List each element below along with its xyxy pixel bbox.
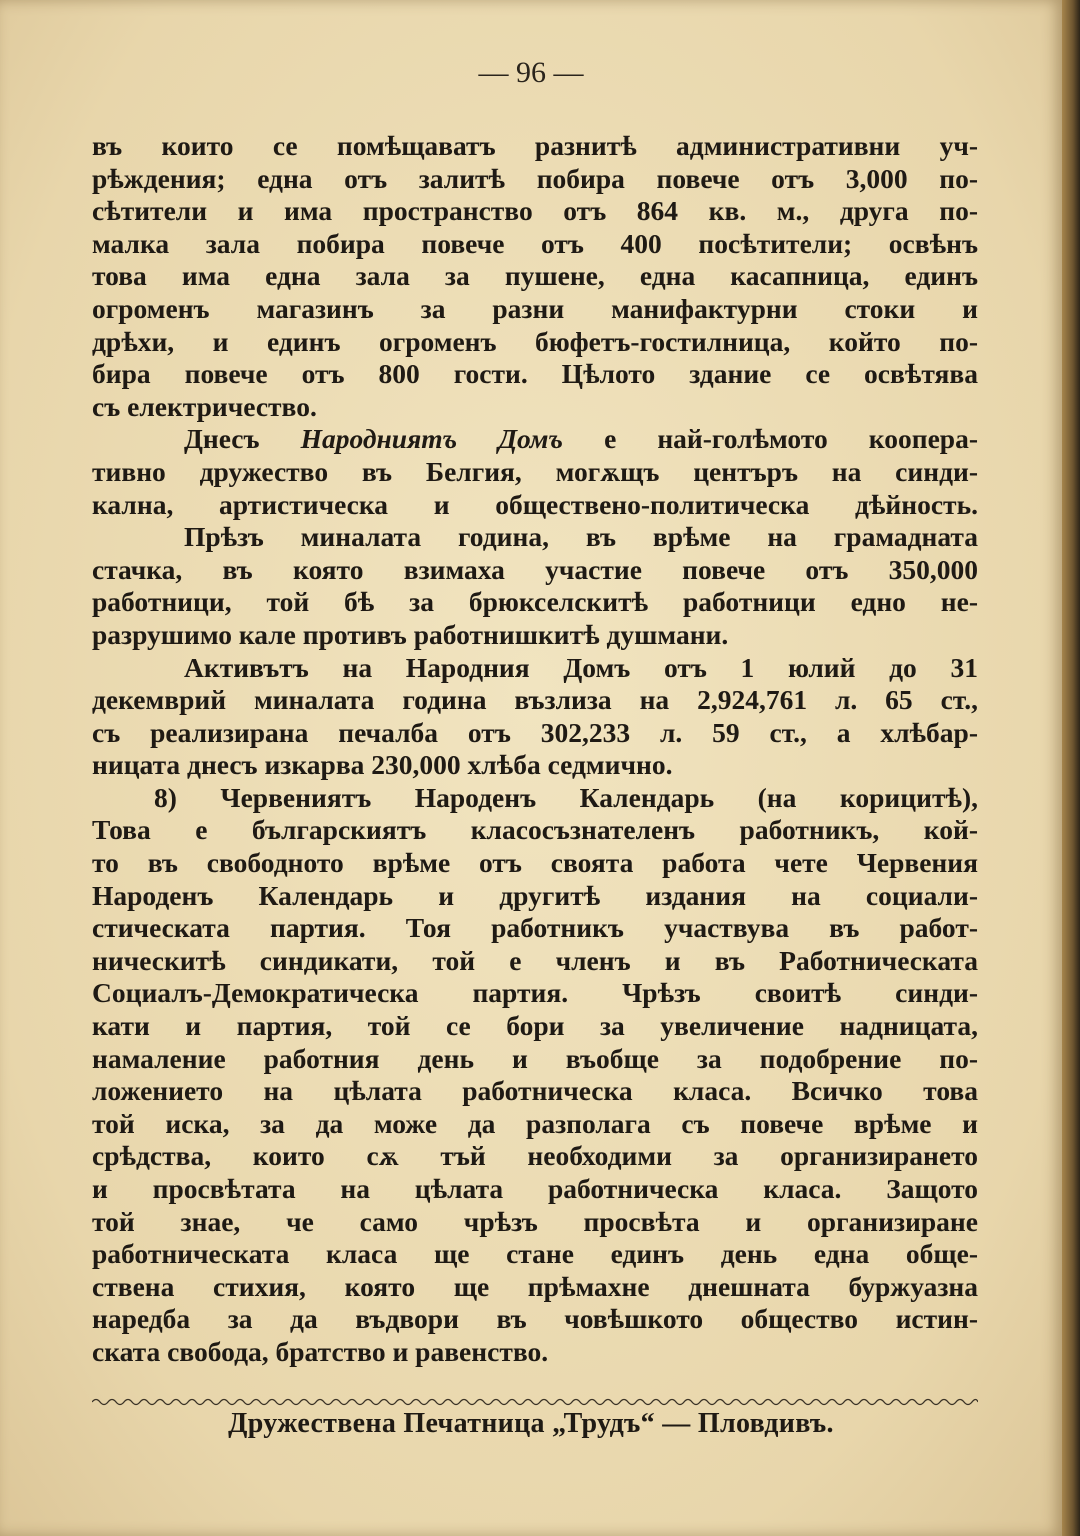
text-line: Активътъ на Народния Домъ отъ 1 юлий до 31	[184, 651, 978, 683]
text-line: той иска, за да може да разполага съ повече врѣме и	[92, 1107, 978, 1139]
text-line: бира повече отъ 800 гости. Цѣлото здание се освѣтява	[92, 358, 978, 390]
text-line: въ които се помѣщаватъ разнитѣ административни уч-	[92, 130, 978, 161]
text-line: ническитѣ синдикати, той е членъ и въ Работническата	[92, 944, 978, 976]
text-line: разрушимо кале противъ работнишкитѣ душмани.	[92, 618, 729, 650]
text-line	[92, 423, 978, 456]
text-line: дрѣхи, и единъ огроменъ бюфетъ-гостилница, който по-	[92, 325, 978, 357]
text-line: ската свобода, братство и равенство.	[92, 1335, 549, 1367]
text-line: Това е българскиятъ класосъзнателенъ работникъ, кой-	[92, 814, 978, 846]
text-line: наредба за да въдвори въ човѣшкото общество истин-	[92, 1303, 978, 1335]
text-line: той знае, че само чрѣзъ просвѣта и организиране	[92, 1205, 978, 1237]
text-line: Социалъ-Демократическа партия. Чрѣзъ своитѣ синди-	[92, 977, 978, 1009]
wavy-divider	[92, 1396, 978, 1408]
text-line: Народенъ Календарь и другитѣ издания на социали-	[92, 879, 978, 911]
text-line: 8) Червениятъ Народенъ Календарь (на корицитѣ),	[154, 781, 978, 813]
text-line: стачка, въ която взимаха участие повече отъ 350,000	[92, 553, 978, 585]
text-line: сѣтители и има пространство отъ 864 кв. м., друга по-	[92, 195, 978, 227]
text-line: стическата партия. Тоя работникъ участвува въ работ-	[92, 912, 978, 944]
text-line: малка зала побира повече отъ 400 посѣтители; освѣнъ	[92, 227, 978, 259]
text-line: срѣдства, които сѫ тъй необходими за организирането	[92, 1140, 978, 1172]
text-line: рѣждения; една отъ залитѣ побира повече отъ 3,000 по-	[92, 162, 978, 194]
text-line: съ реализирана печалба отъ 302,233 л. 59 ст., а хлѣбар-	[92, 716, 978, 748]
page-number: — 96 —	[478, 56, 584, 89]
text-line: работническата класа ще стане единъ день една обще-	[92, 1238, 978, 1270]
text-line: ницата днесъ изкарва 230,000 хлѣба седмично.	[92, 749, 673, 781]
text-line: тивно дружество въ Белгия, могѫщъ центъръ на синди-	[92, 455, 978, 487]
text-line: то въ свободното врѣме отъ своята работа чете Червения	[92, 847, 978, 879]
text-line: и просвѣтата на цѣлата работническа класа. Защото	[92, 1173, 978, 1204]
text-line: Прѣзъ миналата година, въ врѣме на грамадната	[184, 521, 978, 553]
text-line: декемврий миналата година възлиза на 2,924,761 л. 65 ст.,	[92, 684, 978, 716]
text-line: кална, артистическа и обществено-политическа дѣйность.	[92, 488, 978, 520]
printer-imprint: Дружествена Печатница „Трудъ“ — Пловдивъ.	[228, 1408, 834, 1439]
text-fragment: е най-голѣмото коопера-	[563, 423, 979, 455]
text-line: намаление работния день и въобще за подобрение по-	[92, 1042, 978, 1074]
italic-title: Народниятъ Домъ	[300, 423, 564, 455]
text-fragment: Днесъ	[184, 423, 301, 455]
text-line: кати и партия, той се бори за увеличение надницата,	[92, 1010, 978, 1042]
text-line: ложението на цѣлата работническа класа. Всичко това	[92, 1075, 978, 1107]
page-edge-shadow	[1062, 0, 1080, 1536]
text-line: огроменъ магазинъ за разни манифактурни стоки и	[92, 292, 978, 324]
text-line: това има една зала за пушене, една касапница, единъ	[92, 260, 978, 292]
text-line: ствена стихия, която ще прѣмахне днешната буржуазна	[92, 1270, 978, 1302]
text-line: съ електричество.	[92, 390, 317, 422]
text-line: работници, той бѣ за брюкселскитѣ работници едно не-	[92, 586, 978, 618]
body-text	[92, 130, 978, 1369]
